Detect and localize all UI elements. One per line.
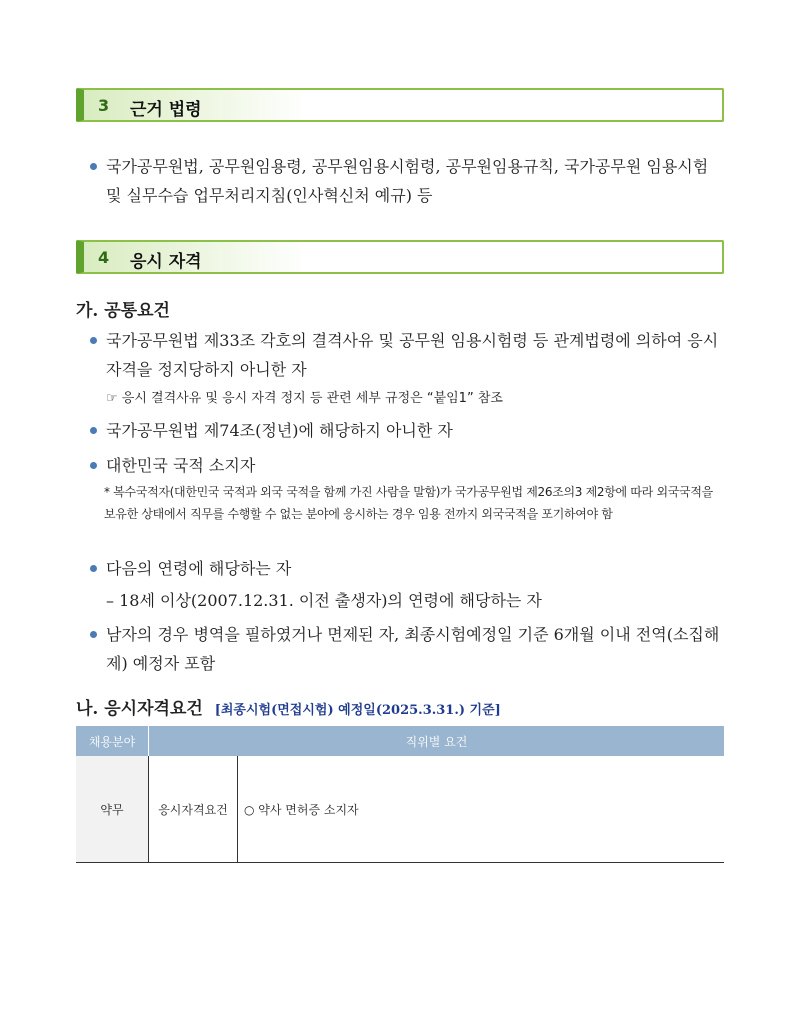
header-requirements: 직위별 요건	[149, 726, 725, 756]
bullet-dot-icon	[90, 163, 97, 170]
requirement-text: 대한민국 국적 소지자	[106, 456, 256, 475]
section-header-3	[76, 88, 724, 122]
age-requirement: – 18세 이상(2007.12.31. 이전 출생자)의 연령에 해당하는 자	[106, 591, 542, 610]
requirement-bullet-4	[90, 554, 724, 583]
requirement-bullet-2	[90, 416, 724, 445]
requirement-text: 다음의 연령에 해당하는 자	[106, 559, 292, 578]
section-title: 근거 법령	[130, 100, 202, 120]
table-row	[76, 756, 724, 863]
header-field: 채용분야	[76, 726, 149, 756]
table-header-row	[76, 726, 724, 756]
bullet-dot-icon	[90, 427, 97, 434]
bullet-dot-icon	[90, 337, 97, 344]
requirement-bullet-3	[90, 451, 724, 480]
section-number: 4	[98, 248, 110, 267]
section-number: 3	[98, 96, 110, 115]
bullet-dot-icon	[90, 462, 97, 469]
basis-date: [최종시험(면접시험) 예정일(2025.3.31.) 기준]	[214, 703, 501, 718]
requirement-bullet-5	[90, 620, 724, 678]
specific-heading-text: 나. 응시자격요건	[76, 699, 203, 719]
cell-label: 응시자격요건	[149, 756, 238, 863]
attachment-note: ☞ 응시 결격사유 및 응시 자격 정지 등 관련 세부 규정은 “붙임1” 참조	[106, 391, 503, 406]
cell-field: 약무	[76, 756, 149, 863]
requirement-text: 국가공무원법 제33조 각호의 결격사유 및 공무원 임용시험령 등 관계법령에 의하여 응시 자격을 정지당하지 아니한 자	[106, 331, 719, 379]
dual-nationality-note: * 복수국적자(대한민국 국적과 외국 국적을 함께 가진 사람을 말함)가 국가공무원법 제26조의3 제2항에 따라 외국국적을 보유한 상태에서 직무를 수행할 수 없는 분야에 응시하는 경우 임용 전까지 외국국적을 포기하여야 함	[104, 485, 713, 521]
specific-heading	[76, 694, 501, 719]
cell-value: ○ 약사 면허증 소지자	[238, 756, 725, 863]
law-text: 국가공무원법, 공무원임용령, 공무원임용시험령, 공무원임용규칙, 국가공무원 임용시험 및 실무수습 업무처리지침(인사혁신처 예규) 등	[106, 157, 709, 205]
bullet-dot-icon	[90, 565, 97, 572]
common-heading: 가. 공통요건	[76, 301, 170, 321]
law-bullet	[90, 152, 724, 210]
requirement-bullet-1	[90, 326, 724, 384]
section-title: 응시 자격	[130, 252, 202, 272]
requirement-text: 남자의 경우 병역을 필하였거나 면제된 자, 최종시험예정일 기준 6개월 이내 전역(소집해제) 예정자 포함	[106, 625, 720, 673]
section-header-4	[76, 240, 724, 274]
bullet-dot-icon	[90, 631, 97, 638]
requirement-text: 국가공무원법 제74조(정년)에 해당하지 아니한 자	[106, 421, 453, 440]
requirements-table	[76, 726, 724, 863]
